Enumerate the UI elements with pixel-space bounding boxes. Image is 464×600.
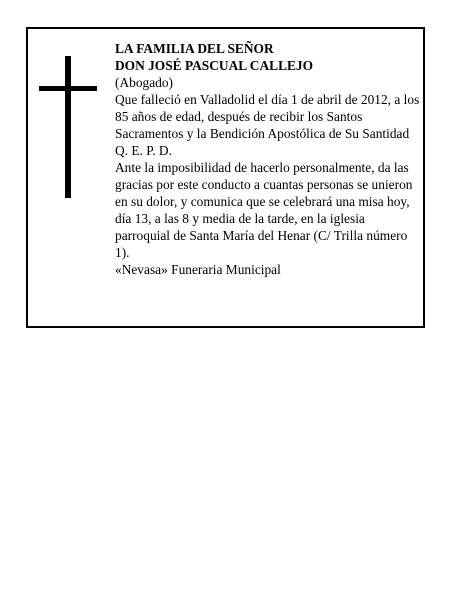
profession: (Abogado) <box>115 75 174 90</box>
notice-text <box>115 40 420 278</box>
funeral-home: «Nevasa» Funeraria Municipal <box>115 262 281 277</box>
cross-horizontal-bar <box>39 86 97 91</box>
cross-vertical-bar <box>65 56 71 198</box>
heading-line-1: LA FAMILIA DEL SEÑOR <box>115 41 274 56</box>
obituary-notice <box>26 27 425 328</box>
heading-line-2: DON JOSÉ PASCUAL CALLEJO <box>115 58 314 73</box>
mass-paragraph: Ante la imposibilidad de hacerlo personalmente, da las gracias por este conducto a cuantas personas se unieron en su dolor, y comunica que se celebrará una misa hoy, día 13, a las 8 y media de la tarde, en la iglesia parroquial de Santa María del Henar (C/ Trilla número 1). <box>115 160 413 260</box>
death-paragraph: Que falleció en Valladolid el día 1 de abril de 2012, a los 85 años de edad, después de recibir los Santos Sacramentos y la Bendición Apostólica de Su Santidad Q. E. P. D. <box>115 92 420 158</box>
